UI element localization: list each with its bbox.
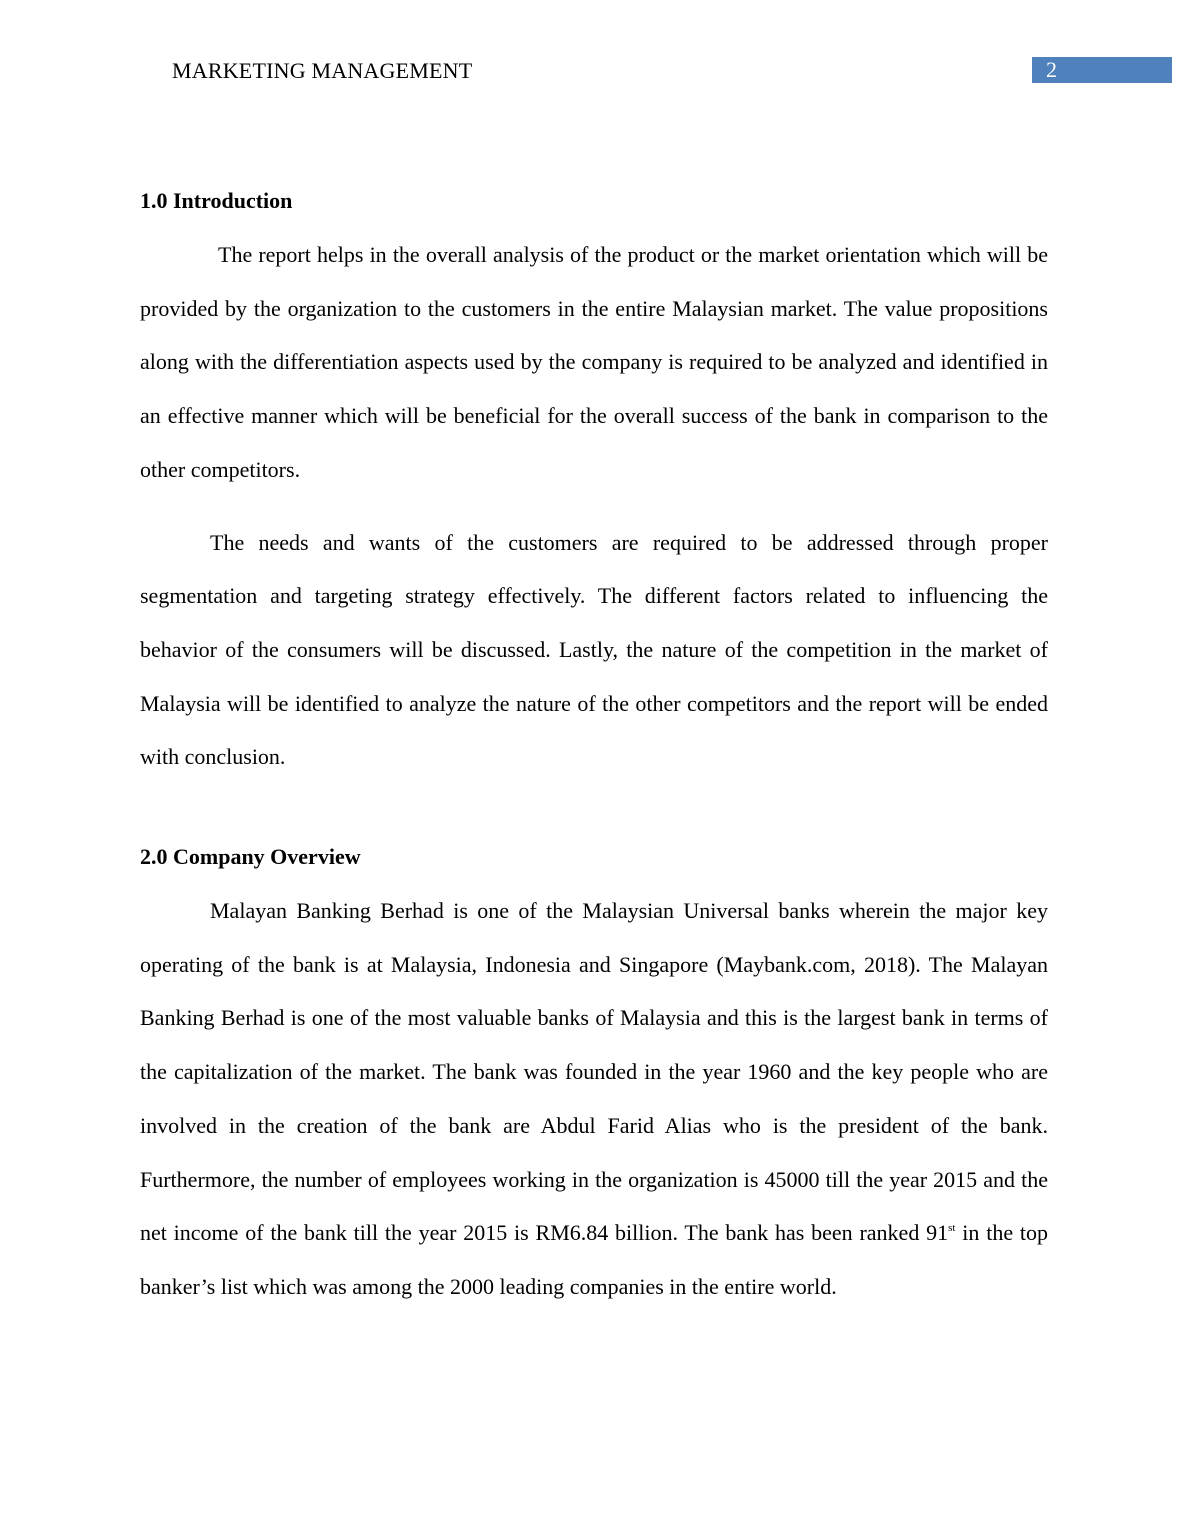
page-number: 2 — [1046, 57, 1057, 82]
section-heading-company-overview: 2.0 Company Overview — [140, 844, 361, 869]
page-number-box — [1032, 57, 1172, 83]
company-overview-body — [140, 884, 1048, 1314]
company-overview-paragraph — [140, 884, 1048, 1314]
company-overview-text-part-1: Malayan Banking Berhad is one of the Malaysian Universal banks wherein the major key operating of the bank is at Malaysia, Indonesia and Singapore (Maybank.com, 2018). The Malayan Banking Berhad is one of the most valuable banks of Malaysia and this is the largest bank in terms of the capitalization of the market. The bank was founded in the year 1960 and the key people who are involved in the creation of the bank are Abdul Farid Alias who is the president of the bank. Furthermore, the number of employees working in the organization is 45000 till the year 2015 and the net income of the bank till the year 2015 is RM6.84 billion. The bank has been ranked 91 — [140, 898, 1048, 1246]
ordinal-superscript: st — [948, 1222, 956, 1235]
introduction-body — [140, 228, 1048, 784]
company-overview-text-part-2: in the top banker’s list which was among the 2000 leading companies in the entire world. — [140, 1220, 1049, 1299]
running-head: MARKETING MANAGEMENT — [172, 58, 473, 83]
introduction-paragraph-1: The report helps in the overall analysis of the product or the market orientation which will be provided by the organization to the customers in the entire Malaysian market. The value propositions along with the differentiation aspects used by the company is required to be analyzed and identified in an effective manner which will be beneficial for the overall success of the bank in comparison to the other competitors. — [140, 242, 1048, 482]
introduction-paragraph-2: The needs and wants of the customers are required to be addressed through proper segmentation and targeting strategy effectively. The different factors related to influencing the behavior of the consumers will be discussed. Lastly, the nature of the competition in the market of Malaysia will be identified to analyze the nature of the other competitors and the report will be ended with conclusion. — [140, 529, 1048, 770]
section-heading-introduction: 1.0 Introduction — [140, 188, 293, 213]
